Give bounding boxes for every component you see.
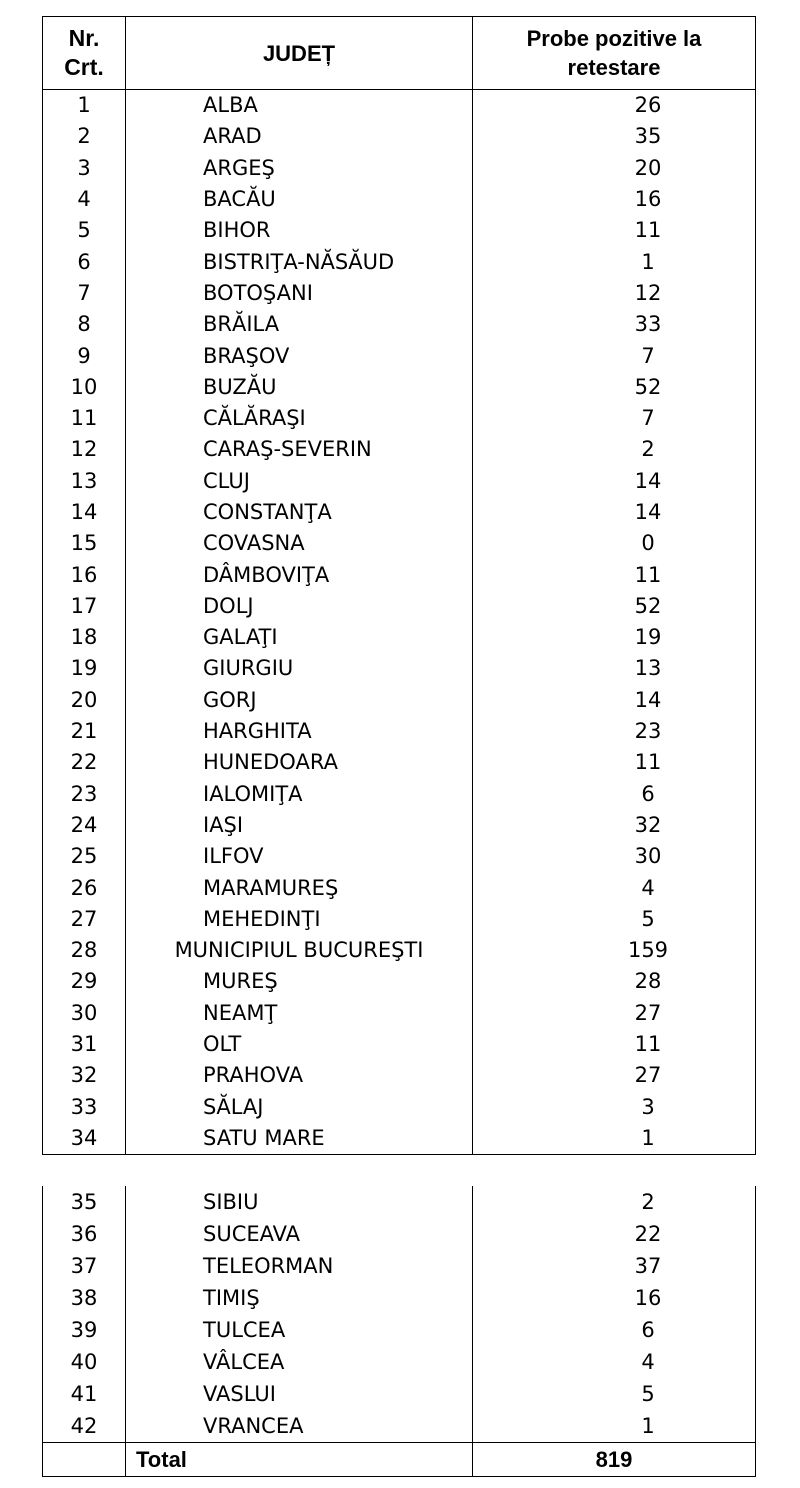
positive-retest-count: 6 — [473, 779, 756, 810]
county-name: MUNICIPIUL BUCUREŞTI — [126, 935, 473, 966]
county-name: TULCEA — [126, 1314, 473, 1346]
table-row — [43, 591, 756, 622]
row-number: 13 — [43, 466, 126, 497]
positive-retest-count: 26 — [473, 90, 756, 122]
positive-retest-count: 7 — [473, 403, 756, 434]
county-name: SATU MARE — [126, 1123, 473, 1155]
county-name: VÂLCEA — [126, 1346, 473, 1378]
county-name: TELEORMAN — [126, 1250, 473, 1282]
table-row — [43, 466, 756, 497]
table-row — [43, 1346, 756, 1378]
positive-retest-count: 22 — [473, 1218, 756, 1250]
row-number: 28 — [43, 935, 126, 966]
row-number: 25 — [43, 841, 126, 872]
table-row — [43, 810, 756, 841]
county-table-part-2 — [42, 1186, 756, 1477]
row-number: 22 — [43, 747, 126, 778]
county-name: BIHOR — [126, 215, 473, 246]
county-name: TIMIŞ — [126, 1282, 473, 1314]
county-name: IALOMIŢA — [126, 779, 473, 810]
total-value: 819 — [473, 1443, 756, 1477]
county-name: GALAŢI — [126, 622, 473, 653]
row-number: 2 — [43, 121, 126, 152]
row-number: 4 — [43, 184, 126, 215]
county-name: GIURGIU — [126, 653, 473, 684]
row-number: 3 — [43, 153, 126, 184]
header-probe-line1: Probe pozitive la — [526, 26, 702, 51]
row-number: 5 — [43, 215, 126, 246]
total-label: Total — [126, 1443, 473, 1477]
row-number: 27 — [43, 904, 126, 935]
row-number: 12 — [43, 434, 126, 465]
row-number: 36 — [43, 1218, 126, 1250]
row-number: 31 — [43, 1029, 126, 1060]
row-number: 20 — [43, 685, 126, 716]
county-name: CĂLĂRAŞI — [126, 403, 473, 434]
row-number: 11 — [43, 403, 126, 434]
positive-retest-count: 32 — [473, 810, 756, 841]
positive-retest-count: 159 — [473, 935, 756, 966]
county-name: NEAMŢ — [126, 998, 473, 1029]
county-name: HARGHITA — [126, 716, 473, 747]
county-name: ALBA — [126, 90, 473, 122]
table-row — [43, 1282, 756, 1314]
positive-retest-count: 2 — [473, 1186, 756, 1218]
positive-retest-count: 1 — [473, 1410, 756, 1443]
table-row — [43, 246, 756, 277]
row-number: 30 — [43, 998, 126, 1029]
table-row — [43, 372, 756, 403]
header-nr-line2: Crt. — [64, 54, 104, 80]
positive-retest-count: 4 — [473, 1346, 756, 1378]
row-number: 8 — [43, 309, 126, 340]
row-number: 39 — [43, 1314, 126, 1346]
positive-retest-count: 14 — [473, 466, 756, 497]
row-number: 19 — [43, 653, 126, 684]
positive-retest-count: 1 — [473, 246, 756, 277]
positive-retest-count: 0 — [473, 528, 756, 559]
row-number: 21 — [43, 716, 126, 747]
table-row — [43, 184, 756, 215]
positive-retest-count: 16 — [473, 1282, 756, 1314]
county-name: VRANCEA — [126, 1410, 473, 1443]
table-row — [43, 121, 756, 152]
table-row — [43, 841, 756, 872]
header-probe-line2: retestare — [567, 55, 661, 80]
table-row — [43, 403, 756, 434]
positive-retest-count: 1 — [473, 1123, 756, 1155]
row-number: 26 — [43, 872, 126, 903]
county-name: DÂMBOVIŢA — [126, 559, 473, 590]
table-row — [43, 528, 756, 559]
positive-retest-count: 14 — [473, 497, 756, 528]
table-row — [43, 215, 756, 246]
positive-retest-count: 52 — [473, 372, 756, 403]
table-row — [43, 340, 756, 371]
row-number: 33 — [43, 1092, 126, 1123]
positive-retest-count: 7 — [473, 340, 756, 371]
row-number: 7 — [43, 278, 126, 309]
row-number: 24 — [43, 810, 126, 841]
positive-retest-count: 3 — [473, 1092, 756, 1123]
positive-retest-count: 23 — [473, 716, 756, 747]
county-name: BUZĂU — [126, 372, 473, 403]
positive-retest-count: 12 — [473, 278, 756, 309]
row-number: 42 — [43, 1410, 126, 1443]
row-number: 41 — [43, 1378, 126, 1410]
positive-retest-count: 27 — [473, 998, 756, 1029]
table-row — [43, 559, 756, 590]
table-row — [43, 1250, 756, 1282]
table-row — [43, 1218, 756, 1250]
table-row — [43, 1123, 756, 1155]
row-number: 10 — [43, 372, 126, 403]
header-judet — [126, 17, 473, 90]
row-number: 6 — [43, 246, 126, 277]
table-row — [43, 966, 756, 997]
table-row — [43, 1186, 756, 1218]
positive-retest-count: 13 — [473, 653, 756, 684]
county-name: GORJ — [126, 685, 473, 716]
table-row — [43, 622, 756, 653]
positive-retest-count: 16 — [473, 184, 756, 215]
row-number: 37 — [43, 1250, 126, 1282]
county-name: CARAŞ-SEVERIN — [126, 434, 473, 465]
positive-retest-count: 30 — [473, 841, 756, 872]
positive-retest-count: 11 — [473, 747, 756, 778]
county-name: COVASNA — [126, 528, 473, 559]
row-number: 34 — [43, 1123, 126, 1155]
table-row — [43, 904, 756, 935]
county-name: PRAHOVA — [126, 1060, 473, 1091]
positive-retest-count: 11 — [473, 1029, 756, 1060]
table-header-row — [43, 17, 756, 90]
table-row — [43, 779, 756, 810]
positive-retest-count: 6 — [473, 1314, 756, 1346]
county-name: OLT — [126, 1029, 473, 1060]
row-number: 14 — [43, 497, 126, 528]
total-nr-cell — [43, 1443, 126, 1477]
positive-retest-count: 33 — [473, 309, 756, 340]
county-name: CLUJ — [126, 466, 473, 497]
county-name: ILFOV — [126, 841, 473, 872]
county-table-part-1 — [42, 16, 756, 1155]
header-nr-line1: Nr. — [68, 25, 100, 51]
county-name: CONSTANŢA — [126, 497, 473, 528]
row-number: 1 — [43, 90, 126, 122]
row-number: 32 — [43, 1060, 126, 1091]
positive-retest-count: 5 — [473, 904, 756, 935]
table-row — [43, 747, 756, 778]
row-number: 18 — [43, 622, 126, 653]
table-row — [43, 1060, 756, 1091]
positive-retest-count: 2 — [473, 434, 756, 465]
county-name: DOLJ — [126, 591, 473, 622]
total-row — [43, 1443, 756, 1477]
table-row — [43, 1029, 756, 1060]
row-number: 15 — [43, 528, 126, 559]
table-row — [43, 1092, 756, 1123]
table-row — [43, 935, 756, 966]
county-name: BISTRIŢA-NĂSĂUD — [126, 246, 473, 277]
county-name: SUCEAVA — [126, 1218, 473, 1250]
header-probe-pozitive — [473, 17, 756, 90]
county-name: SĂLAJ — [126, 1092, 473, 1123]
row-number: 29 — [43, 966, 126, 997]
county-name: ARGEŞ — [126, 153, 473, 184]
table-row — [43, 309, 756, 340]
county-name: MUREŞ — [126, 966, 473, 997]
table-row — [43, 872, 756, 903]
row-number: 16 — [43, 559, 126, 590]
table-row — [43, 434, 756, 465]
table-row — [43, 90, 756, 122]
county-name: BOTOŞANI — [126, 278, 473, 309]
row-number: 9 — [43, 340, 126, 371]
county-name: MARAMUREŞ — [126, 872, 473, 903]
positive-retest-count: 5 — [473, 1378, 756, 1410]
positive-retest-count: 14 — [473, 685, 756, 716]
county-name: BRĂILA — [126, 309, 473, 340]
row-number: 23 — [43, 779, 126, 810]
table-row — [43, 1378, 756, 1410]
table-row — [43, 685, 756, 716]
positive-retest-count: 11 — [473, 215, 756, 246]
row-number: 35 — [43, 1186, 126, 1218]
county-name: BRAŞOV — [126, 340, 473, 371]
positive-retest-count: 11 — [473, 559, 756, 590]
table-row — [43, 153, 756, 184]
county-name: ARAD — [126, 121, 473, 152]
table-row — [43, 716, 756, 747]
positive-retest-count: 35 — [473, 121, 756, 152]
positive-retest-count: 19 — [473, 622, 756, 653]
table-row — [43, 278, 756, 309]
positive-retest-count: 37 — [473, 1250, 756, 1282]
county-name: SIBIU — [126, 1186, 473, 1218]
county-name: HUNEDOARA — [126, 747, 473, 778]
positive-retest-count: 27 — [473, 1060, 756, 1091]
table-row — [43, 998, 756, 1029]
county-name: MEHEDINŢI — [126, 904, 473, 935]
county-name: VASLUI — [126, 1378, 473, 1410]
county-name: BACĂU — [126, 184, 473, 215]
table-row — [43, 497, 756, 528]
positive-retest-count: 20 — [473, 153, 756, 184]
county-name: IAŞI — [126, 810, 473, 841]
positive-retest-count: 28 — [473, 966, 756, 997]
row-number: 38 — [43, 1282, 126, 1314]
positive-retest-count: 52 — [473, 591, 756, 622]
row-number: 40 — [43, 1346, 126, 1378]
header-judet-label: JUDEȚ — [262, 40, 336, 66]
row-number: 17 — [43, 591, 126, 622]
table-row — [43, 653, 756, 684]
table-row — [43, 1410, 756, 1443]
table-row — [43, 1314, 756, 1346]
header-nr-crt — [43, 17, 126, 90]
positive-retest-count: 4 — [473, 872, 756, 903]
